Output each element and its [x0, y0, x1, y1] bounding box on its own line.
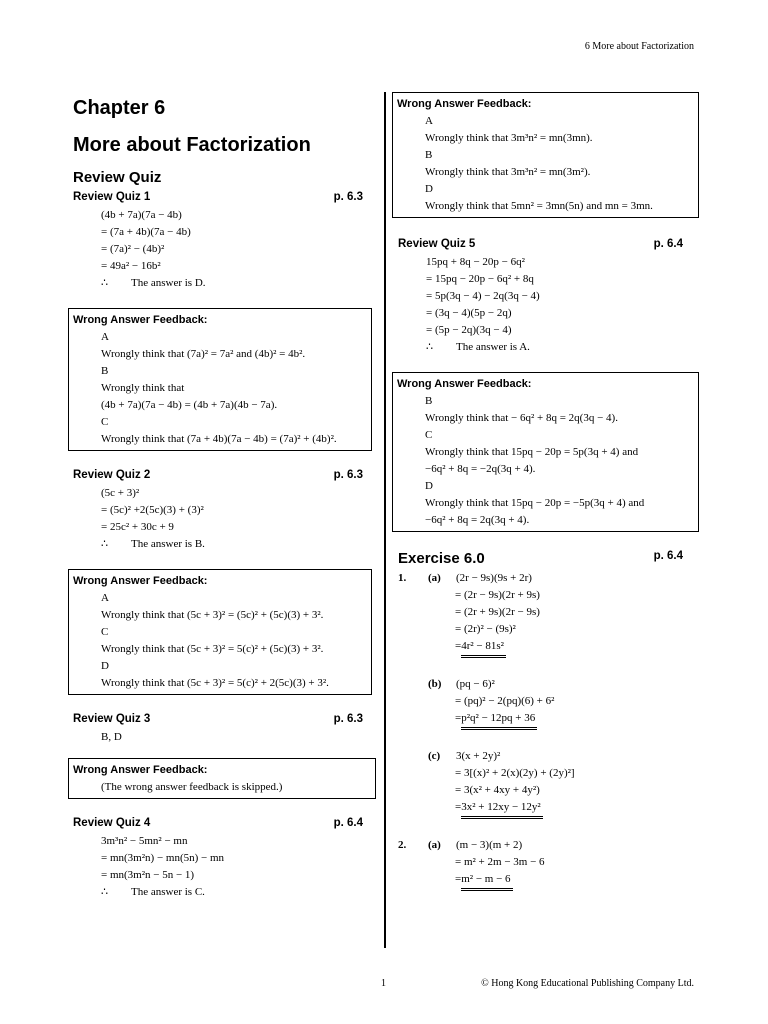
- working-line: = (5c)² +2(5c)(3) + (3)²: [101, 504, 204, 516]
- right-column: [398, 92, 698, 891]
- column-divider: [384, 92, 386, 948]
- final-answer: 3x² + 12xy − 12y²: [461, 799, 543, 819]
- feedback-line: C: [101, 626, 109, 638]
- feedback-line: Wrongly think that 3m³n² = mn(3mn).: [425, 132, 593, 144]
- therefore-symbol: ∴: [426, 341, 433, 353]
- working-line: = 3[(x)² + 2(x)(2y) + (2y)²]: [455, 767, 575, 779]
- exercise-page-ref: p. 6.4: [653, 550, 683, 562]
- quiz-page-ref: p. 6.3: [333, 191, 363, 203]
- part-label: (a): [428, 572, 441, 584]
- working-line: (4b + 7a)(7a − 4b): [101, 209, 182, 221]
- feedback-box-rq4: [392, 92, 699, 218]
- working-line: (pq − 6)²: [456, 678, 495, 690]
- chapter-title: More about Factorization: [73, 134, 311, 156]
- working-line: = 5p(3q − 4) − 2q(3q − 4): [426, 290, 540, 302]
- feedback-box-rq1: [68, 308, 372, 451]
- feedback-line: D: [101, 660, 109, 672]
- working-line: = (2r)² − (9s)²: [455, 623, 516, 635]
- working-line: = 3(x² + 4xy + 4y²): [455, 784, 540, 796]
- review-quiz-5-heading: [398, 238, 683, 254]
- chapter-number: Chapter 6: [73, 97, 166, 119]
- exercise-line: [398, 748, 698, 765]
- feedback-line: Wrongly think that 15pq − 20p = 5p(3q + 4) and: [425, 446, 639, 458]
- question-number: 1.: [398, 572, 407, 584]
- answer-line: [73, 884, 363, 901]
- feedback-line: −6q² + 8q = −2q(3q + 4).: [425, 463, 536, 475]
- feedback-line: Wrongly think that: [101, 382, 185, 394]
- feedback-line: Wrongly think that 5mn² = 3mn(5n) and mn = 3mn.: [425, 200, 653, 212]
- equals-sign: =: [455, 712, 462, 724]
- answer-line: [73, 275, 363, 292]
- working-line: 3(x + 2y)²: [456, 750, 501, 762]
- working-line: = (pq)² − 2(pq)(6) + 6²: [455, 695, 555, 707]
- feedback-line: B: [101, 365, 109, 377]
- feedback-line: B: [425, 149, 433, 161]
- final-answer: m² − m − 6: [461, 871, 512, 891]
- answer-text: The answer is B.: [131, 538, 205, 550]
- exercise-line: [398, 676, 698, 693]
- final-answer-line: [398, 799, 698, 819]
- final-answer-line: [398, 710, 698, 730]
- feedback-title: Wrong Answer Feedback:: [73, 314, 208, 326]
- quiz-title: Review Quiz 2: [73, 469, 151, 481]
- part-label: (c): [428, 750, 441, 762]
- working-line: = 49a² − 16b²: [101, 260, 161, 272]
- working-line: = 25c² + 30c + 9: [101, 521, 174, 533]
- feedback-line: Wrongly think that (5c + 3)² = (5c)² + (5c)(3) + 3².: [101, 609, 324, 621]
- feedback-line: Wrongly think that (7a + 4b)(7a − 4b) = (7a)² + (4b)².: [101, 433, 337, 445]
- quiz-title: Review Quiz 1: [73, 191, 151, 203]
- feedback-line: D: [425, 480, 433, 492]
- feedback-box-rq5: [392, 372, 699, 532]
- exercise-heading: [398, 550, 683, 570]
- working-line: (m − 3)(m + 2): [456, 839, 523, 851]
- equals-sign: =: [455, 801, 462, 813]
- answer-text: The answer is A.: [456, 341, 530, 353]
- equals-sign: =: [455, 640, 462, 652]
- part-label: (b): [428, 678, 442, 690]
- answer-text: B, D: [101, 731, 122, 743]
- answer-line: [73, 536, 363, 553]
- working-line: (5c + 3)²: [101, 487, 140, 499]
- running-header: 6 More about Factorization: [584, 41, 694, 52]
- review-quiz-2-heading: [73, 469, 363, 485]
- page-number: 1: [381, 978, 386, 989]
- review-quiz-1-heading: [73, 191, 363, 207]
- copyright-notice: © Hong Kong Educational Publishing Company Ltd.: [481, 978, 694, 989]
- feedback-line: C: [101, 416, 109, 428]
- therefore-symbol: ∴: [101, 538, 108, 550]
- left-column: [73, 96, 363, 901]
- feedback-title: Wrong Answer Feedback:: [73, 764, 208, 776]
- final-answer: 4r² − 81s²: [461, 638, 506, 658]
- working-line: = m² + 2m − 3m − 6: [455, 856, 545, 868]
- feedback-box-rq2: [68, 569, 372, 695]
- equals-sign: =: [455, 873, 462, 885]
- review-quiz-heading: Review Quiz: [73, 169, 162, 186]
- working-line: = (2r − 9s)(2r + 9s): [455, 589, 540, 601]
- working-line: (2r − 9s)(9s + 2r): [456, 572, 532, 584]
- feedback-line: D: [425, 183, 433, 195]
- feedback-line: B: [425, 395, 433, 407]
- feedback-box-rq3: [68, 758, 376, 799]
- feedback-line: Wrongly think that (5c + 3)² = 5(c)² + 2(5c)(3) + 3².: [101, 677, 329, 689]
- feedback-title: Wrong Answer Feedback:: [397, 378, 532, 390]
- feedback-line: Wrongly think that 15pq − 20p = −5p(3q + 4) and: [425, 497, 645, 509]
- final-answer-line: [398, 871, 698, 891]
- feedback-line: Wrongly think that (5c + 3)² = 5(c)² + (5c)(3) + 3².: [101, 643, 324, 655]
- feedback-line: A: [101, 331, 109, 343]
- working-line: = (5p − 2q)(3q − 4): [426, 324, 512, 336]
- quiz-title: Review Quiz 3: [73, 713, 151, 725]
- feedback-title: Wrong Answer Feedback:: [73, 575, 208, 587]
- feedback-line: A: [425, 115, 433, 127]
- feedback-line: −6q² + 8q = 2q(3q + 4).: [425, 514, 530, 526]
- final-answer: p²q² − 12pq + 36: [461, 710, 537, 730]
- quiz-title: Review Quiz 5: [398, 238, 476, 250]
- feedback-title: Wrong Answer Feedback:: [397, 98, 532, 110]
- exercise-line: [398, 837, 698, 854]
- answer-text: The answer is C.: [131, 886, 205, 898]
- feedback-line: Wrongly think that − 6q² + 8q = 2q(3q − 4).: [425, 412, 618, 424]
- quiz-page-ref: p. 6.4: [333, 817, 363, 829]
- review-quiz-4-heading: [73, 817, 363, 833]
- working-line: = (7a + 4b)(7a − 4b): [101, 226, 191, 238]
- therefore-symbol: ∴: [101, 277, 108, 289]
- therefore-symbol: ∴: [101, 886, 108, 898]
- quiz-page-ref: p. 6.4: [653, 238, 683, 250]
- feedback-line: (4b + 7a)(7a − 4b) = (4b + 7a)(4b − 7a).: [101, 399, 278, 411]
- quiz-title: Review Quiz 4: [73, 817, 151, 829]
- feedback-line: Wrongly think that 3m³n² = mn(3m²).: [425, 166, 591, 178]
- working-line: = (2r + 9s)(2r − 9s): [455, 606, 540, 618]
- answer-text: The answer is D.: [131, 277, 206, 289]
- final-answer-line: [398, 638, 698, 658]
- feedback-line: C: [425, 429, 433, 441]
- working-line: 15pq + 8q − 20p − 6q²: [426, 256, 525, 268]
- feedback-line: Wrongly think that (7a)² = 7a² and (4b)² = 4b².: [101, 348, 306, 360]
- exercise-title: Exercise 6.0: [398, 550, 485, 567]
- answer-line: [398, 339, 698, 356]
- part-label: (a): [428, 839, 441, 851]
- working-line: = (7a)² − (4b)²: [101, 243, 165, 255]
- working-line: = mn(3m²n) − mn(5n) − mn: [101, 852, 225, 864]
- feedback-line: (The wrong answer feedback is skipped.): [101, 781, 283, 793]
- review-quiz-3-heading: [73, 713, 363, 729]
- working-line: = (3q − 4)(5p − 2q): [426, 307, 512, 319]
- quiz-page-ref: p. 6.3: [333, 469, 363, 481]
- working-line: = 15pq − 20p − 6q² + 8q: [426, 273, 534, 285]
- feedback-line: A: [101, 592, 109, 604]
- working-line: 3m³n² − 5mn² − mn: [101, 835, 188, 847]
- question-number: 2.: [398, 839, 407, 851]
- quiz-page-ref: p. 6.3: [333, 713, 363, 725]
- exercise-line: [398, 570, 698, 587]
- working-line: = mn(3m²n − 5n − 1): [101, 869, 195, 881]
